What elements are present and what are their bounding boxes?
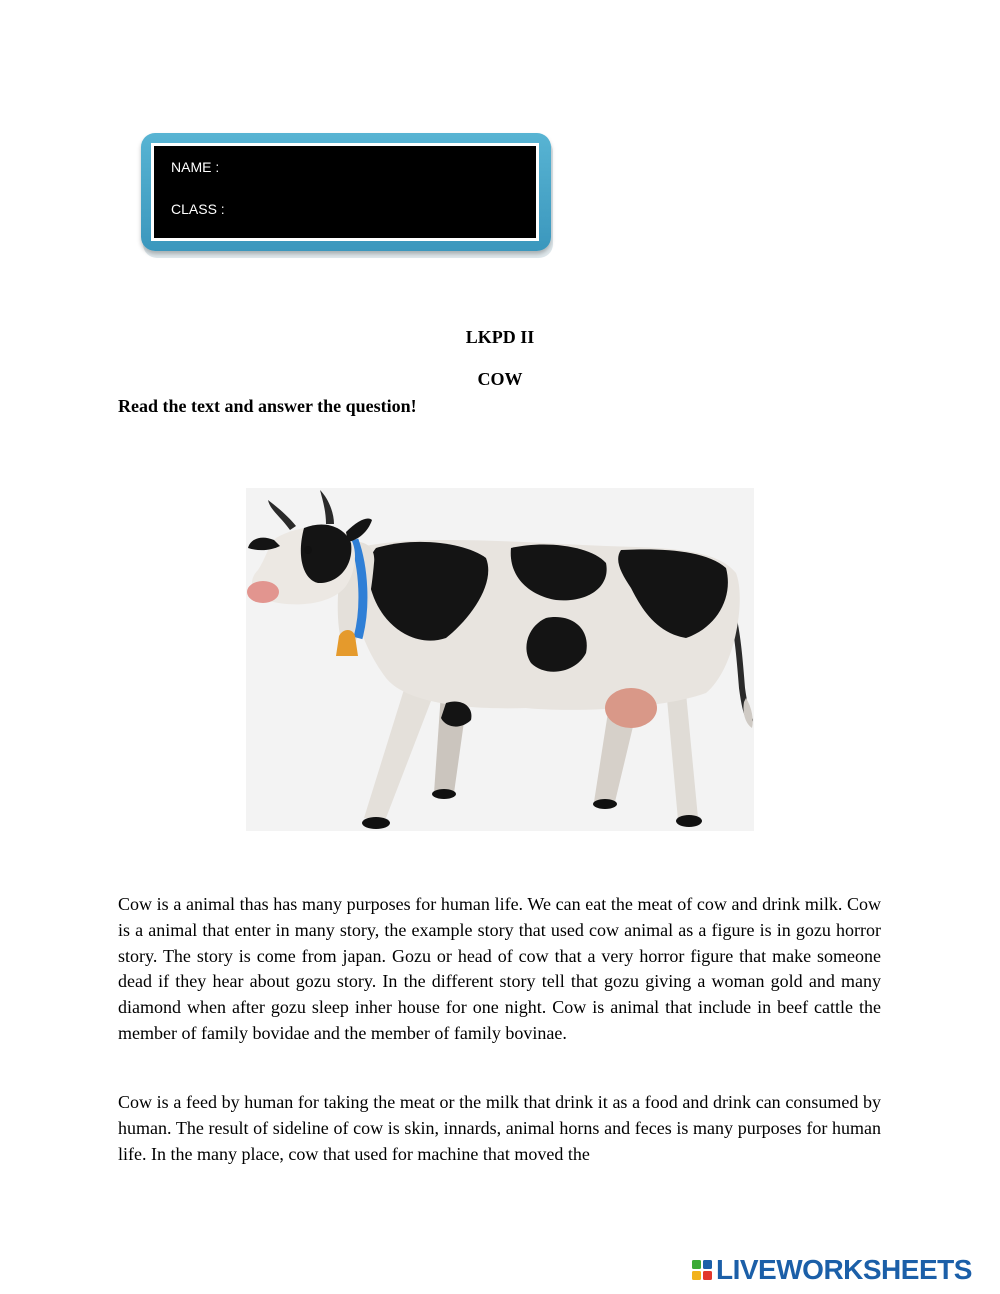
- page-title: COW: [477, 369, 523, 389]
- paragraph-2: Cow is a feed by human for taking the meat or the milk that drink it as a food and drink can consumed by human. The result of sideline of cow is skin, innards, animal horns and feces is many purposes for human life. In the many place, cow that used for machine that moved the: [118, 1092, 881, 1164]
- student-card-inner: [151, 143, 539, 241]
- paragraph-1: Cow is a animal thas has many purposes for human life. We can eat the meat of cow and drink milk. Cow is a animal that enter in many story, the example story that used cow animal as a figure is in gozu horror story. The story is come from japan. Gozu or head of cow that a very horror figure that make someone dead if they hear about gozu story. In the different story tell that gozu giving a woman gold and many diamond when after gozu sleep inher house for one night. Cow is animal that include in beef cattle the member of family bovidae and the member of family bovinae.: [118, 894, 881, 1043]
- cow-illustration: [246, 488, 754, 831]
- logo-text: LIVEWORKSHEETS: [716, 1254, 972, 1285]
- cow-icon: [246, 488, 754, 831]
- class-label: CLASS :: [171, 201, 225, 217]
- liveworksheets-logo: [692, 1256, 972, 1284]
- instruction: Read the text and answer the question!: [118, 396, 417, 416]
- logo-blocks-icon: [692, 1260, 712, 1280]
- lkpd-heading: LKPD II: [465, 327, 535, 347]
- name-label: NAME :: [171, 159, 220, 175]
